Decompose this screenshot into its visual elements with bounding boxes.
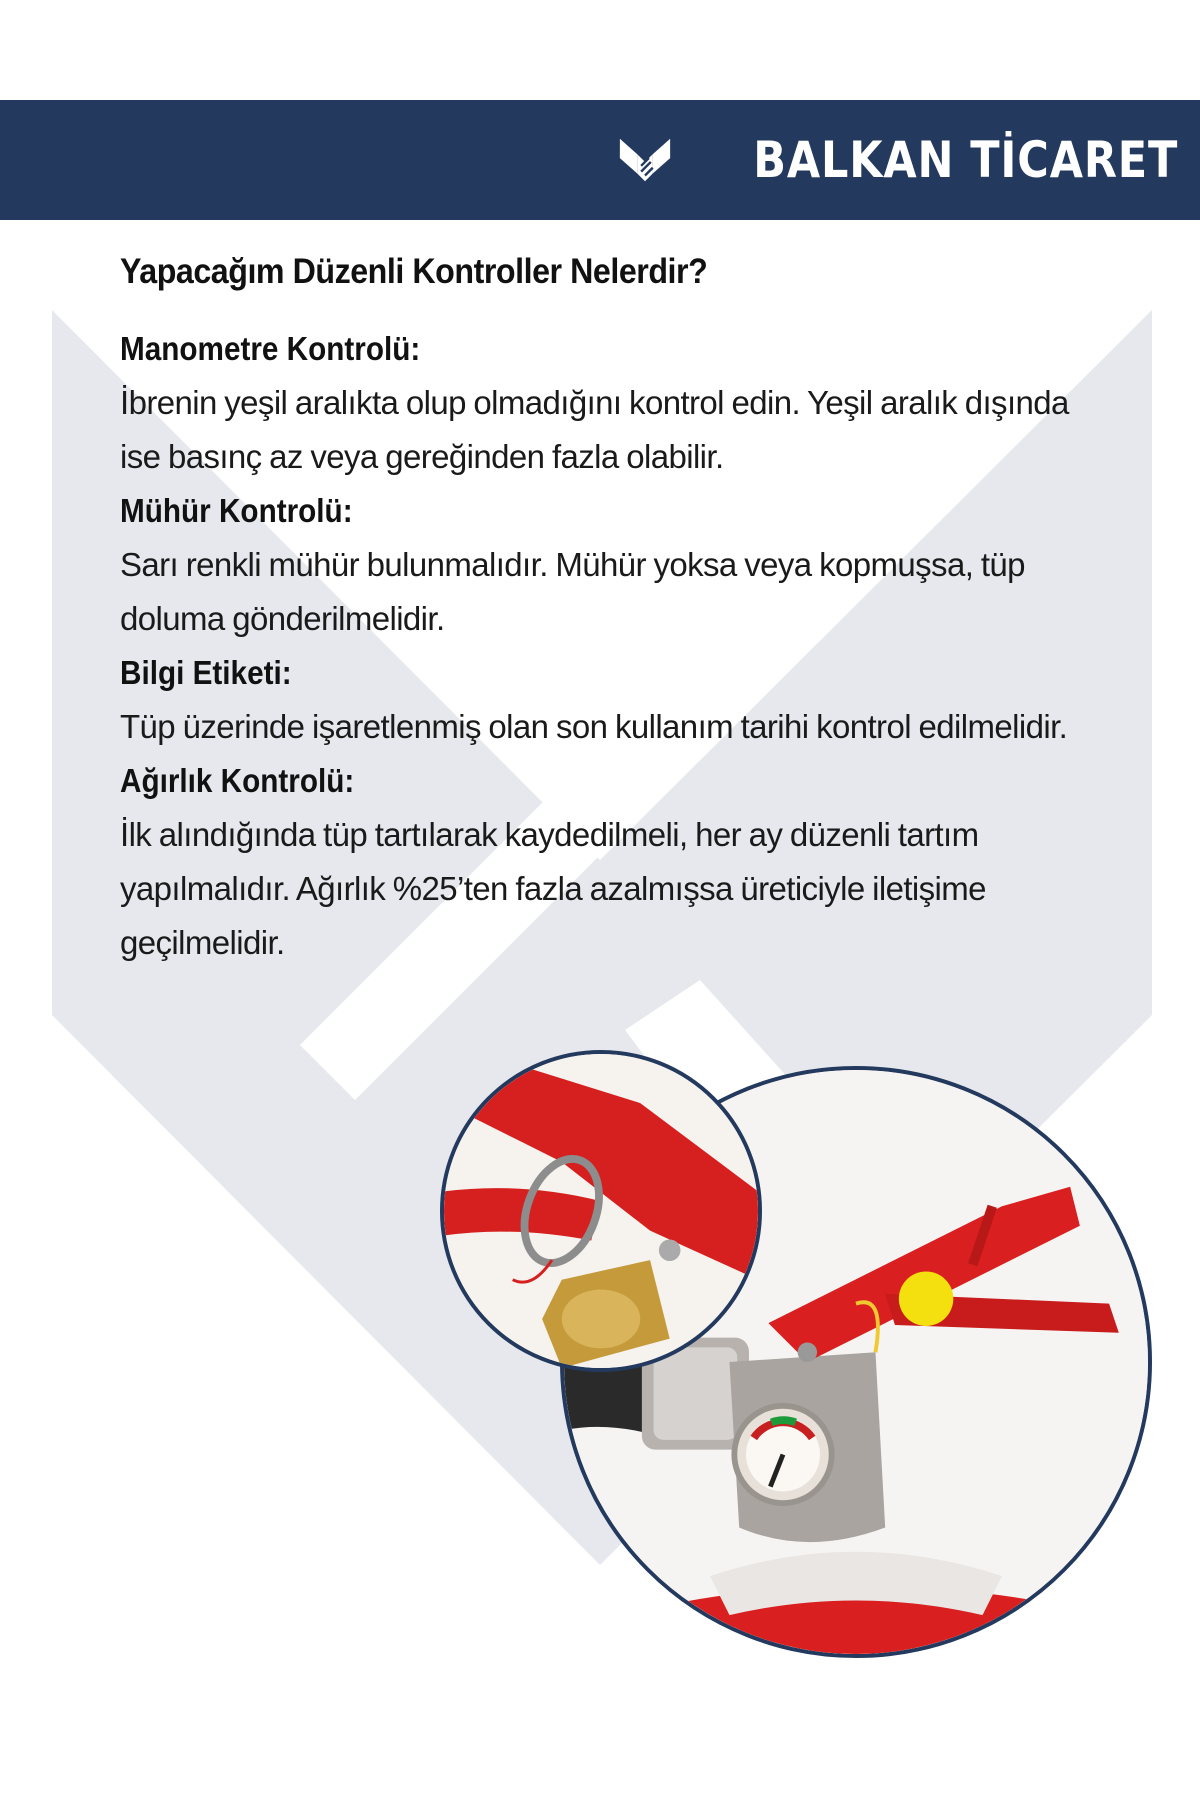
section-heading: Bilgi Etiketi: bbox=[120, 654, 292, 691]
section-heading: Mühür Kontrolü: bbox=[120, 492, 353, 529]
balkan-logo-icon bbox=[616, 131, 674, 189]
page-title: Yapacağım Düzenli Kontroller Nelerdir? bbox=[120, 252, 708, 291]
section-text-line: doluma gönderilmelidir. bbox=[120, 600, 445, 637]
section-heading: Manometre Kontrolü: bbox=[120, 330, 421, 367]
section-text-line: İlk alındığında tüp tartılarak kaydedilmeli, her ay düzenli tartım bbox=[120, 816, 979, 853]
section-text-line: geçilmelidir. bbox=[120, 924, 285, 961]
section-manometre bbox=[120, 322, 1070, 484]
section-text-line: ise basınç az veya gereğinden fazla olabilir. bbox=[120, 438, 724, 475]
section-heading: Ağırlık Kontrolü: bbox=[120, 762, 355, 799]
header-band bbox=[0, 100, 1200, 220]
section-text-line: Tüp üzerinde işaretlenmiş olan son kullanım tarihi kontrol edilmelidir. bbox=[120, 708, 1068, 745]
lever-pin-illustration bbox=[444, 1054, 758, 1368]
section-agirlik bbox=[120, 754, 1070, 970]
section-text-line: İbrenin yeşil aralıkta olup olmadığını kontrol edin. Yeşil aralık dışında bbox=[120, 384, 1069, 421]
main-content bbox=[120, 252, 1070, 970]
lever-pin-photo bbox=[440, 1050, 762, 1372]
brand-name: BALKAN TİCARET bbox=[752, 131, 1178, 189]
section-muhur bbox=[120, 484, 1070, 646]
section-bilgi-etiketi bbox=[120, 646, 1070, 754]
brand bbox=[616, 122, 1178, 198]
section-text-line: yapılmalıdır. Ağırlık %25’ten fazla azalmışsa üreticiyle iletişime bbox=[120, 870, 986, 907]
section-text-line: Sarı renkli mühür bulunmalıdır. Mühür yoksa veya kopmuşsa, tüp bbox=[120, 546, 1025, 583]
